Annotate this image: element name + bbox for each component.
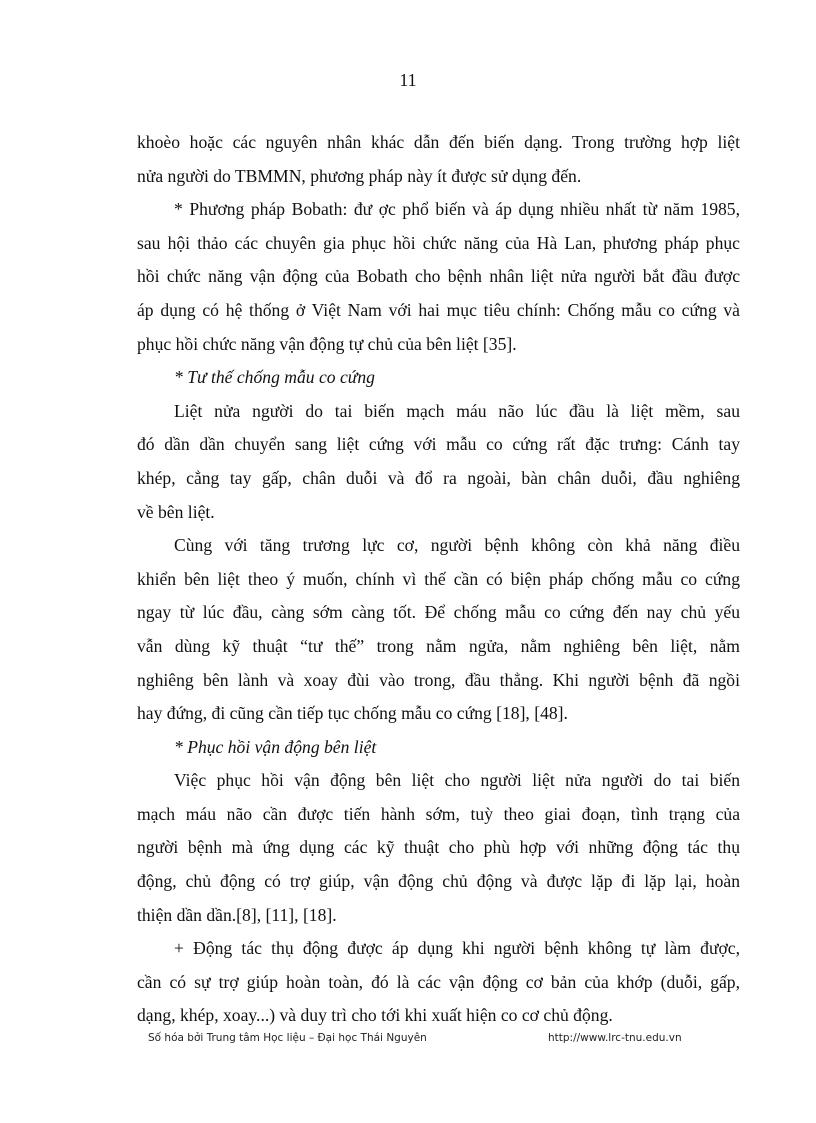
text-line: Liệt nửa người do tai biến mạch máu não lúc đầu là liệt mềm, sau xyxy=(174,400,740,421)
text-line: động, chủ động có trợ giúp, vận động chủ động và được lặp đi lặp lại, hoàn xyxy=(137,871,740,892)
footer-source: Số hóa bởi Trung tâm Học liệu – Đại học Thái Nguyên xyxy=(148,1032,427,1044)
section-heading: * Phục hồi vận động bên liệt xyxy=(174,736,377,757)
text-line: Việc phục hồi vận động bên liệt cho người liệt nửa người do tai biến xyxy=(174,770,740,791)
text-line: người bệnh mà ứng dụng các kỹ thuật cho phù hợp với những động tác thụ xyxy=(137,837,740,858)
text-line: cần có sự trợ giúp hoàn toàn, đó là các vận động cơ bản của khớp (duỗi, gấp, xyxy=(137,971,740,992)
text-line: phục hồi chức năng vận động tự chủ của bên liệt [35]. xyxy=(137,333,517,354)
text-line: đó dần dần chuyển sang liệt cứng với mẫu co cứng rất đặc trưng: Cánh tay xyxy=(137,434,740,455)
text-line: nửa người do TBMMN, phương pháp này ít được sử dụng đến. xyxy=(137,165,582,186)
text-line: thiện dần dần.[8], [11], [18]. xyxy=(137,904,337,925)
footer-url: http://www.lrc-tnu.edu.vn xyxy=(548,1032,682,1044)
text-line: về bên liệt. xyxy=(137,501,215,522)
text-line: hay đứng, đi cũng cần tiếp tục chống mẫu co cứng [18], [48]. xyxy=(137,703,568,724)
page-number: 11 xyxy=(399,70,417,90)
text-line: mạch máu não cần được tiến hành sớm, tuỳ theo giai đoạn, tình trạng của xyxy=(137,803,740,824)
text-line: nghiêng bên lành và xoay đùi vào trong, đầu thẳng. Khi người bệnh đã ngồi xyxy=(137,669,740,690)
text-line: áp dụng có hệ thống ở Việt Nam với hai mục tiêu chính: Chống mẫu co cứng và xyxy=(137,299,740,320)
text-line: sau hội thảo các chuyên gia phục hồi chức năng của Hà Lan, phương pháp phục xyxy=(137,232,740,253)
text-line: vẫn dùng kỹ thuật “tư thế” trong nằm ngửa, nằm nghiêng bên liệt, nằm xyxy=(137,635,740,656)
text-line: hồi chức năng vận động của Bobath cho bệnh nhân liệt nửa người bắt đầu được xyxy=(137,266,740,287)
text-line: dạng, khép, xoay...) và duy trì cho tới khi xuất hiện co cơ chủ động. xyxy=(137,1005,613,1026)
text-line: + Động tác thụ động được áp dụng khi người bệnh không tự làm được, xyxy=(174,938,740,959)
text-line: khoèo hoặc các nguyên nhân khác dẫn đến biến dạng. Trong trường hợp liệt xyxy=(137,132,740,152)
text-line: ngay từ lúc đầu, càng sớm càng tốt. Để chống mẫu co cứng đến nay chủ yếu xyxy=(137,602,740,623)
text-line: khép, cẳng tay gấp, chân duỗi và đổ ra ngoài, bàn chân duỗi, đầu nghiêng xyxy=(137,467,740,488)
body-text xyxy=(137,126,740,1033)
text-line: Cùng với tăng trương lực cơ, người bệnh không còn khả năng điều xyxy=(174,535,740,556)
text-line: * Phương pháp Bobath: đư ợc phổ biến và áp dụng nhiều nhất từ năm 1985, xyxy=(174,199,740,220)
text-line: khiển bên liệt theo ý muốn, chính vì thế cần có biện pháp chống mẫu co cứng xyxy=(137,568,740,589)
section-heading: * Tư thế chống mẫu co cứng xyxy=(174,367,375,388)
